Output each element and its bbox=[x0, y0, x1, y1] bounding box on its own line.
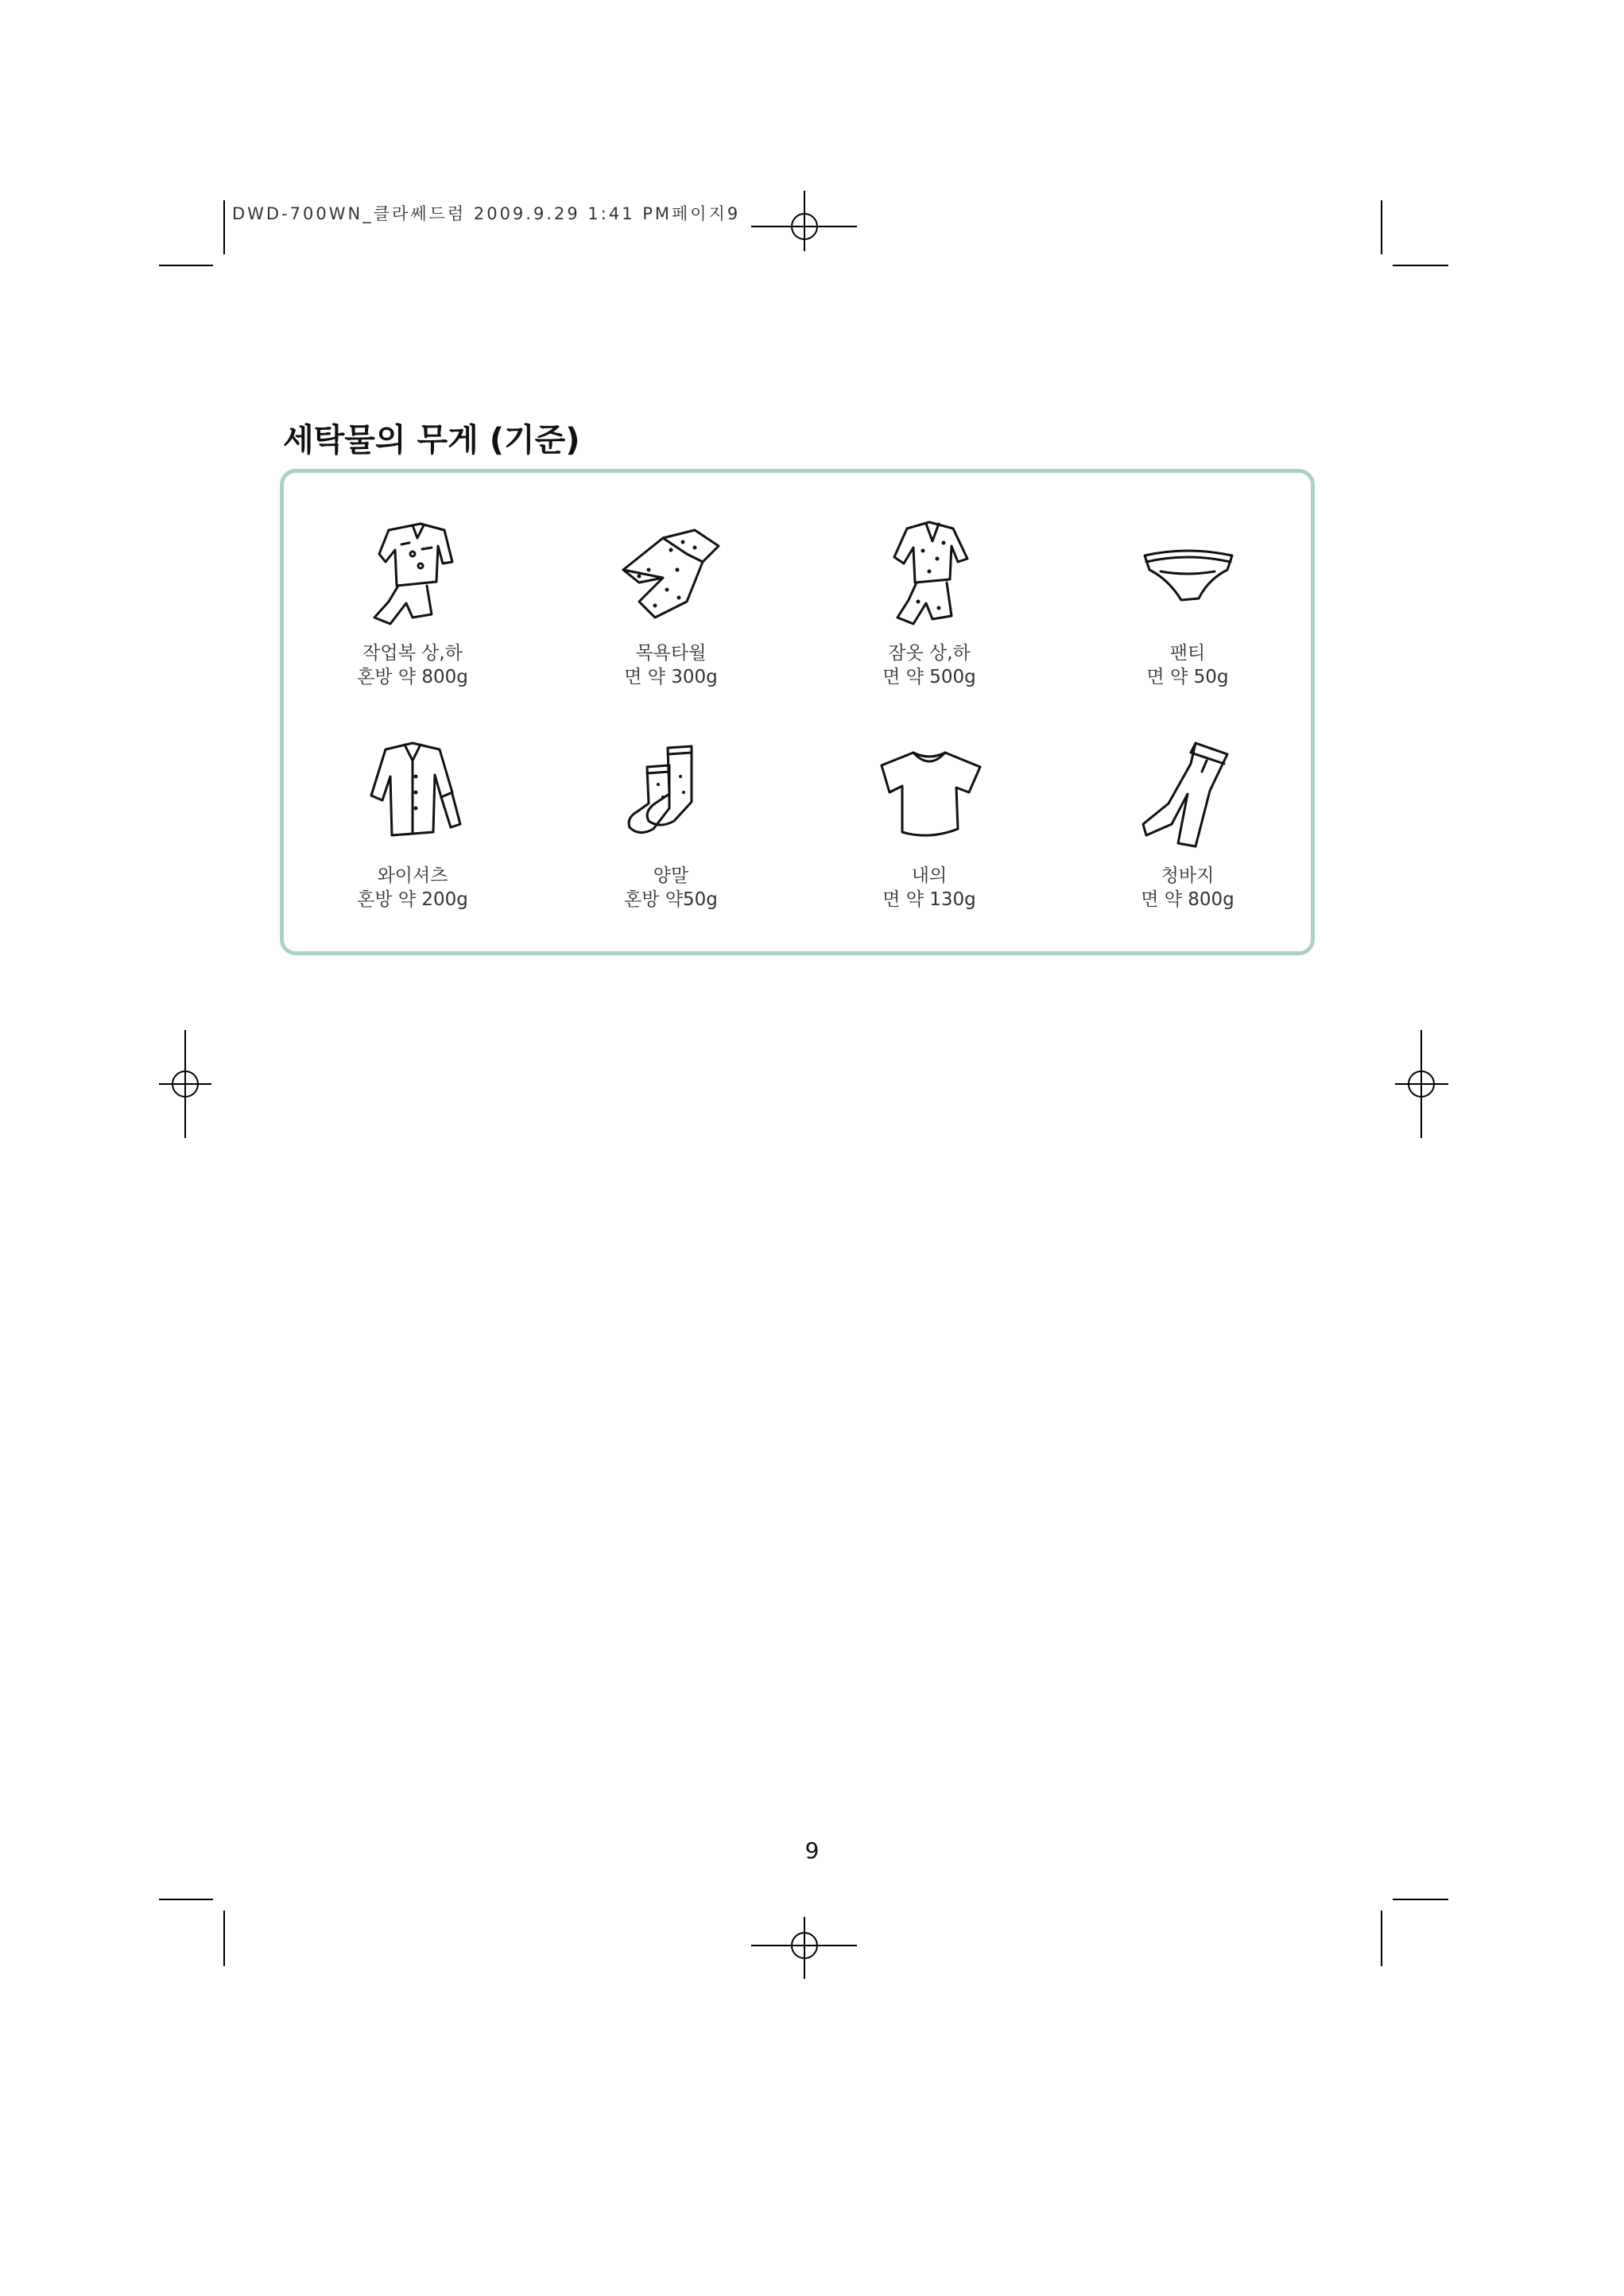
undershirt-icon bbox=[850, 729, 1009, 856]
item-name: 목욕타월 bbox=[635, 643, 707, 664]
laundry-weight-panel bbox=[280, 469, 1315, 955]
item-weight: 혼방 약50g bbox=[624, 889, 718, 910]
dress-shirt-icon bbox=[333, 729, 492, 856]
socks-icon bbox=[591, 729, 750, 856]
item-name: 작업복 상,하 bbox=[362, 643, 463, 664]
item-undershirt bbox=[802, 729, 1056, 912]
section-title: 세탁물의 무게 (기준) bbox=[283, 422, 580, 459]
item-weight: 면 약 130g bbox=[882, 889, 976, 910]
bath-towel-icon bbox=[591, 506, 750, 633]
jeans-icon bbox=[1108, 729, 1267, 856]
pajamas-icon bbox=[850, 506, 1009, 633]
item-weight: 면 약 300g bbox=[624, 667, 718, 687]
item-name: 내의 bbox=[911, 865, 948, 886]
briefs-icon bbox=[1108, 506, 1267, 633]
item-name: 양말 bbox=[653, 865, 689, 886]
item-weight: 면 약 500g bbox=[882, 667, 976, 687]
item-socks bbox=[544, 729, 798, 912]
work-clothes-icon bbox=[333, 506, 492, 633]
item-weight: 면 약 50g bbox=[1146, 667, 1229, 687]
print-slug: DWD-700WN_클라쎄드럼 2009.9.29 1:41 PM페이지9 bbox=[232, 204, 741, 223]
item-jeans bbox=[1060, 729, 1315, 912]
item-briefs bbox=[1060, 506, 1315, 689]
item-pajamas bbox=[802, 506, 1056, 689]
item-name: 와이셔츠 bbox=[377, 865, 448, 886]
item-name: 팬티 bbox=[1169, 643, 1206, 664]
item-dress-shirt bbox=[285, 729, 540, 912]
item-weight: 혼방 약 200g bbox=[357, 889, 468, 910]
item-name: 잠옷 상,하 bbox=[888, 643, 971, 664]
item-weight: 혼방 약 800g bbox=[357, 667, 468, 687]
page-number: 9 bbox=[804, 1837, 820, 1864]
item-weight: 면 약 800g bbox=[1141, 889, 1234, 910]
item-bath-towel bbox=[544, 506, 798, 689]
item-work-clothes bbox=[285, 506, 540, 689]
item-name: 청바지 bbox=[1161, 865, 1215, 886]
